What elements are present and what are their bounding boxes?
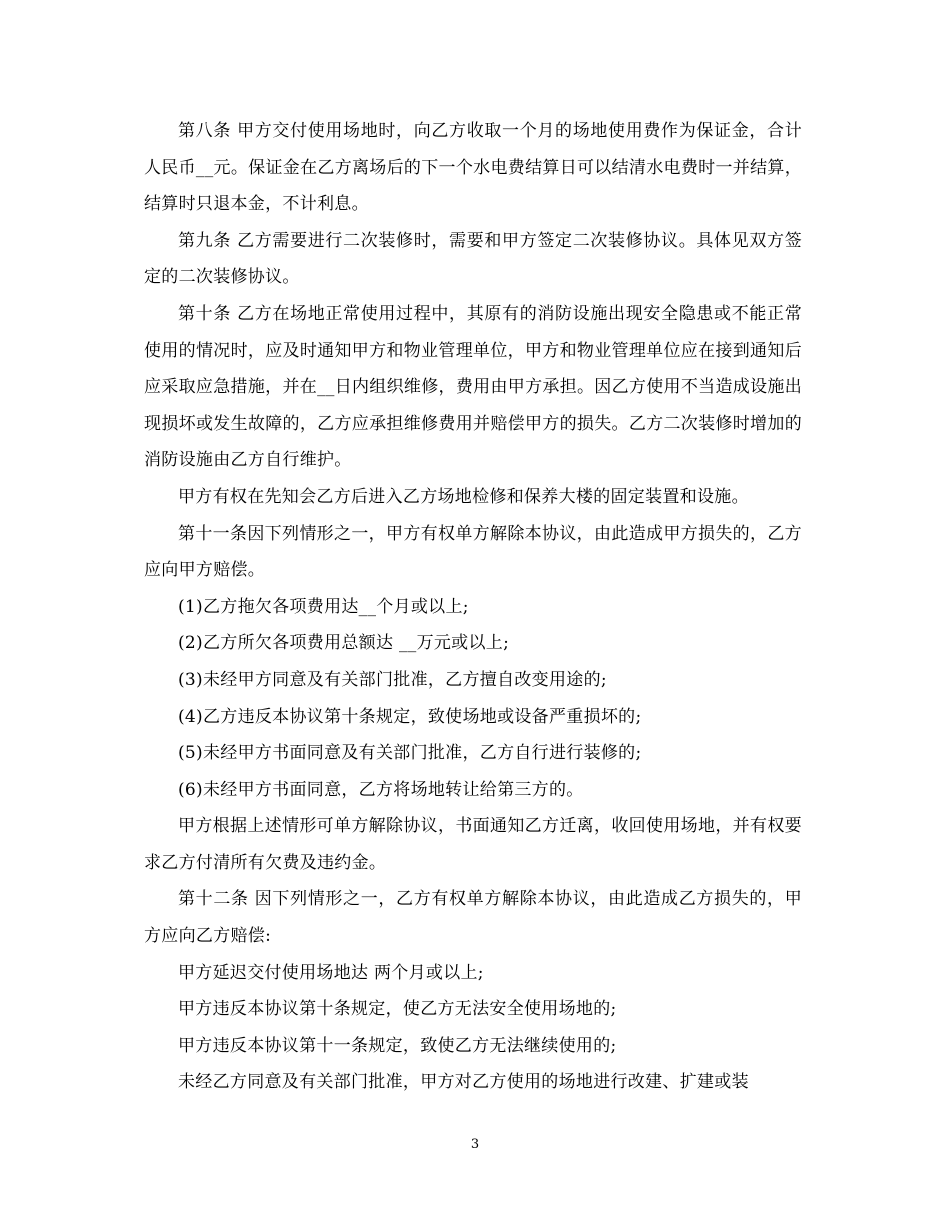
page-number: 3 bbox=[470, 1137, 480, 1152]
paragraph-article-8: 第八条 甲方交付使用场地时，向乙方收取一个月的场地使用费作为保证金，合计人民币__元。保证金在乙方离场后的下一个水电费结算日可以结清水电费时一并结算，结算时只退本金，不计利息。 bbox=[144, 121, 802, 215]
paragraph-article-9: 第九条 乙方需要进行二次装修时，需要和甲方签定二次装修协议。具体见双方签定的二次装修协议。 bbox=[144, 230, 802, 288]
paragraph-inspection-right: 甲方有权在先知会乙方后进入乙方场地检修和保养大楼的固定装置和设施。 bbox=[178, 486, 749, 507]
list-item-3: (3)未经甲方同意及有关部门批准，乙方擅自改变用途的; bbox=[178, 669, 607, 690]
paragraph-article-12: 第十二条 因下列情形之一，乙方有权单方解除本协议，由此造成乙方损失的，甲方应向乙方赔偿: bbox=[144, 889, 802, 947]
list-item-4: (4)乙方违反本协议第十条规定，致使场地或设备严重损坏的; bbox=[178, 706, 642, 727]
list-item-breach-article-10: 甲方违反本协议第十条规定，使乙方无法安全使用场地的; bbox=[178, 999, 617, 1020]
paragraph-termination-by-party-a: 甲方根据上述情形可单方解除协议，书面通知乙方迁离，收回使用场地，并有权要求乙方付清所有欠费及违约金。 bbox=[144, 816, 802, 873]
list-item-breach-article-11: 甲方违反本协议第十一条规定，致使乙方无法继续使用的; bbox=[178, 1035, 617, 1056]
list-item-delay: 甲方延迟交付使用场地达 两个月或以上; bbox=[178, 962, 484, 983]
document-body bbox=[144, 113, 802, 1101]
list-item-5: (5)未经甲方书面同意及有关部门批准，乙方自行进行装修的; bbox=[178, 743, 642, 764]
paragraph-article-10: 第十条 乙方在场地正常使用过程中，其原有的消防设施出现安全隐患或不能正常使用的情况时，应及时通知甲方和物业管理单位，甲方和物业管理单位应在接到通知后应采取应急措施，并在__日内组织维修，费用由甲方承担。因乙方使用不当造成设施出现损坏或发生故障的，乙方应承担维修费用并赔偿甲方的损失。乙方二次装修时增加的消防设施由乙方自行维护。 bbox=[144, 303, 802, 471]
paragraph-article-11: 第十一条因下列情形之一，甲方有权单方解除本协议，由此造成甲方损失的，乙方应向甲方赔偿。 bbox=[144, 523, 802, 581]
list-item-2: (2)乙方所欠各项费用总额达 __万元或以上; bbox=[178, 633, 510, 654]
list-item-1: (1)乙方拖欠各项费用达__个月或以上; bbox=[178, 596, 469, 617]
list-item-6: (6)未经甲方书面同意，乙方将场地转让给第三方的。 bbox=[178, 779, 584, 800]
list-item-unauthorized-modification: 未经乙方同意及有关部门批准，甲方对乙方使用的场地进行改建、扩建或装 bbox=[178, 1072, 749, 1093]
